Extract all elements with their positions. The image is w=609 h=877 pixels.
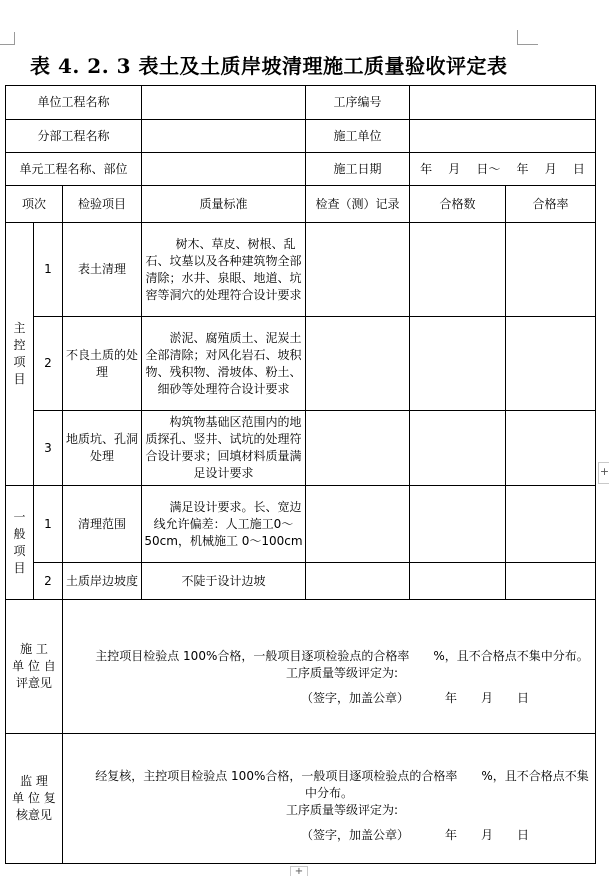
date-end-year: 年 bbox=[516, 161, 529, 176]
inspection-record-cell[interactable] bbox=[306, 411, 410, 486]
table-row bbox=[6, 486, 596, 563]
col-header-qualified-count: 合格数 bbox=[410, 186, 506, 223]
supervision-opinion-content[interactable] bbox=[63, 734, 596, 864]
supervision-opinion-row bbox=[6, 734, 596, 864]
check-item: 清理范围 bbox=[63, 486, 142, 563]
unit-project-name-label: 单位工程名称 bbox=[6, 86, 142, 120]
pass-rate-cell[interactable] bbox=[506, 223, 596, 317]
unit-project-name-value[interactable] bbox=[142, 86, 306, 120]
qualified-count-cell[interactable] bbox=[410, 223, 506, 317]
check-item: 不良土质的处理 bbox=[63, 317, 142, 411]
supervision-sign-date: 年 月 日 bbox=[445, 828, 530, 842]
item-no: 2 bbox=[34, 563, 63, 600]
construction-sign-date: 年 月 日 bbox=[445, 691, 530, 705]
supervision-grade-label: 工序质量等级评定为: bbox=[285, 803, 399, 817]
construction-opinion-label: 施 工 单 位 自 评意见 bbox=[6, 600, 63, 734]
inspection-record-cell[interactable] bbox=[306, 563, 410, 600]
qualified-count-cell[interactable] bbox=[410, 563, 506, 600]
quality-standard: 构筑物基础区范围内的地质探孔、竖井、试坑的处理符合设计要求；回填材料质量满足设计要求 bbox=[142, 411, 306, 486]
header-row-sub-project bbox=[6, 120, 596, 153]
quality-standard: 树木、草皮、树根、乱石、坟墓以及各种建筑物全部清除；水井、泉眼、地道、坑窖等洞穴的处理符合设计要求 bbox=[142, 223, 306, 317]
table-row bbox=[6, 223, 596, 317]
col-header-pass-rate: 合格率 bbox=[506, 186, 596, 223]
crop-mark-top-right bbox=[517, 30, 538, 45]
col-header-check-item: 检验项目 bbox=[63, 186, 142, 223]
check-item: 地质坑、孔洞处理 bbox=[63, 411, 142, 486]
date-end-day: 日 bbox=[572, 161, 585, 176]
item-no: 1 bbox=[34, 223, 63, 317]
construction-opinion-content[interactable] bbox=[63, 600, 596, 734]
col-header-inspection-record: 检查（测）记录 bbox=[306, 186, 410, 223]
acceptance-form-table bbox=[5, 85, 596, 864]
quality-standard: 满足设计要求。长、宽边线允许偏差：人工施工0～50cm，机械施工 0～100cm bbox=[142, 486, 306, 563]
main-items-group-label: 主 控 项 目 bbox=[6, 223, 34, 486]
process-number-label: 工序编号 bbox=[306, 86, 410, 120]
sub-project-name-label: 分部工程名称 bbox=[6, 120, 142, 153]
header-row-unit-project bbox=[6, 86, 596, 120]
page-title: 表 4. 2. 3 表土及土质岸坡清理施工质量验收评定表 bbox=[30, 54, 508, 78]
check-item: 土质岸边坡度 bbox=[63, 563, 142, 600]
table-row bbox=[6, 317, 596, 411]
item-no: 1 bbox=[34, 486, 63, 563]
item-no: 2 bbox=[34, 317, 63, 411]
inspection-record-cell[interactable] bbox=[306, 486, 410, 563]
construction-date-label: 施工日期 bbox=[306, 153, 410, 186]
pass-rate-cell[interactable] bbox=[506, 486, 596, 563]
qualified-count-cell[interactable] bbox=[410, 486, 506, 563]
construction-date-value[interactable] bbox=[410, 153, 596, 186]
construction-opinion-row bbox=[6, 600, 596, 734]
construction-unit-label: 施工单位 bbox=[306, 120, 410, 153]
construction-signature-label: （签字，加盖公章） bbox=[300, 691, 409, 705]
pass-rate-cell[interactable] bbox=[506, 563, 596, 600]
inspection-record-cell[interactable] bbox=[306, 317, 410, 411]
table-row bbox=[6, 563, 596, 600]
pass-rate-cell[interactable] bbox=[506, 317, 596, 411]
pass-rate-cell[interactable] bbox=[506, 411, 596, 486]
construction-opinion-text: 主控项目检验点 100%合格，一般项目逐项检验点的合格率 %，且不合格点不集中分布。 bbox=[95, 649, 589, 663]
crop-mark-top-left bbox=[0, 32, 15, 45]
table-row bbox=[6, 411, 596, 486]
general-items-group-label: 一 般 项 目 bbox=[6, 486, 34, 600]
sub-project-name-value[interactable] bbox=[142, 120, 306, 153]
construction-grade-label: 工序质量等级评定为: bbox=[285, 666, 399, 680]
element-project-value[interactable] bbox=[142, 153, 306, 186]
date-start-month: 月 bbox=[448, 161, 461, 176]
quality-standard: 淤泥、腐殖质土、泥炭土全部清除；对风化岩石、坡积物、残积物、滑坡体、粉土、细砂等处理符合设计要求 bbox=[142, 317, 306, 411]
add-column-plus-icon[interactable]: + bbox=[598, 462, 609, 484]
column-header-row bbox=[6, 186, 596, 223]
header-row-element bbox=[6, 153, 596, 186]
item-no: 3 bbox=[34, 411, 63, 486]
inspection-record-cell[interactable] bbox=[306, 223, 410, 317]
col-header-quality-standard: 质量标准 bbox=[142, 186, 306, 223]
element-project-label: 单元工程名称、部位 bbox=[6, 153, 142, 186]
add-row-plus-icon[interactable]: + bbox=[290, 866, 308, 876]
date-start-year: 年 bbox=[420, 161, 433, 176]
quality-standard: 不陡于设计边坡 bbox=[142, 563, 306, 600]
supervision-signature-label: （签字，加盖公章） bbox=[300, 828, 409, 842]
date-end-month: 月 bbox=[544, 161, 557, 176]
supervision-opinion-text: 经复核，主控项目检验点 100%合格，一般项目逐项检验点的合格率 %，且不合格点不集中分布。 bbox=[95, 769, 589, 800]
qualified-count-cell[interactable] bbox=[410, 411, 506, 486]
process-number-value[interactable] bbox=[410, 86, 596, 120]
check-item: 表土清理 bbox=[63, 223, 142, 317]
supervision-opinion-label: 监 理 单 位 复 核意见 bbox=[6, 734, 63, 864]
col-header-item-no: 项次 bbox=[6, 186, 63, 223]
date-start-day: 日～ bbox=[476, 161, 501, 176]
qualified-count-cell[interactable] bbox=[410, 317, 506, 411]
construction-unit-value[interactable] bbox=[410, 120, 596, 153]
